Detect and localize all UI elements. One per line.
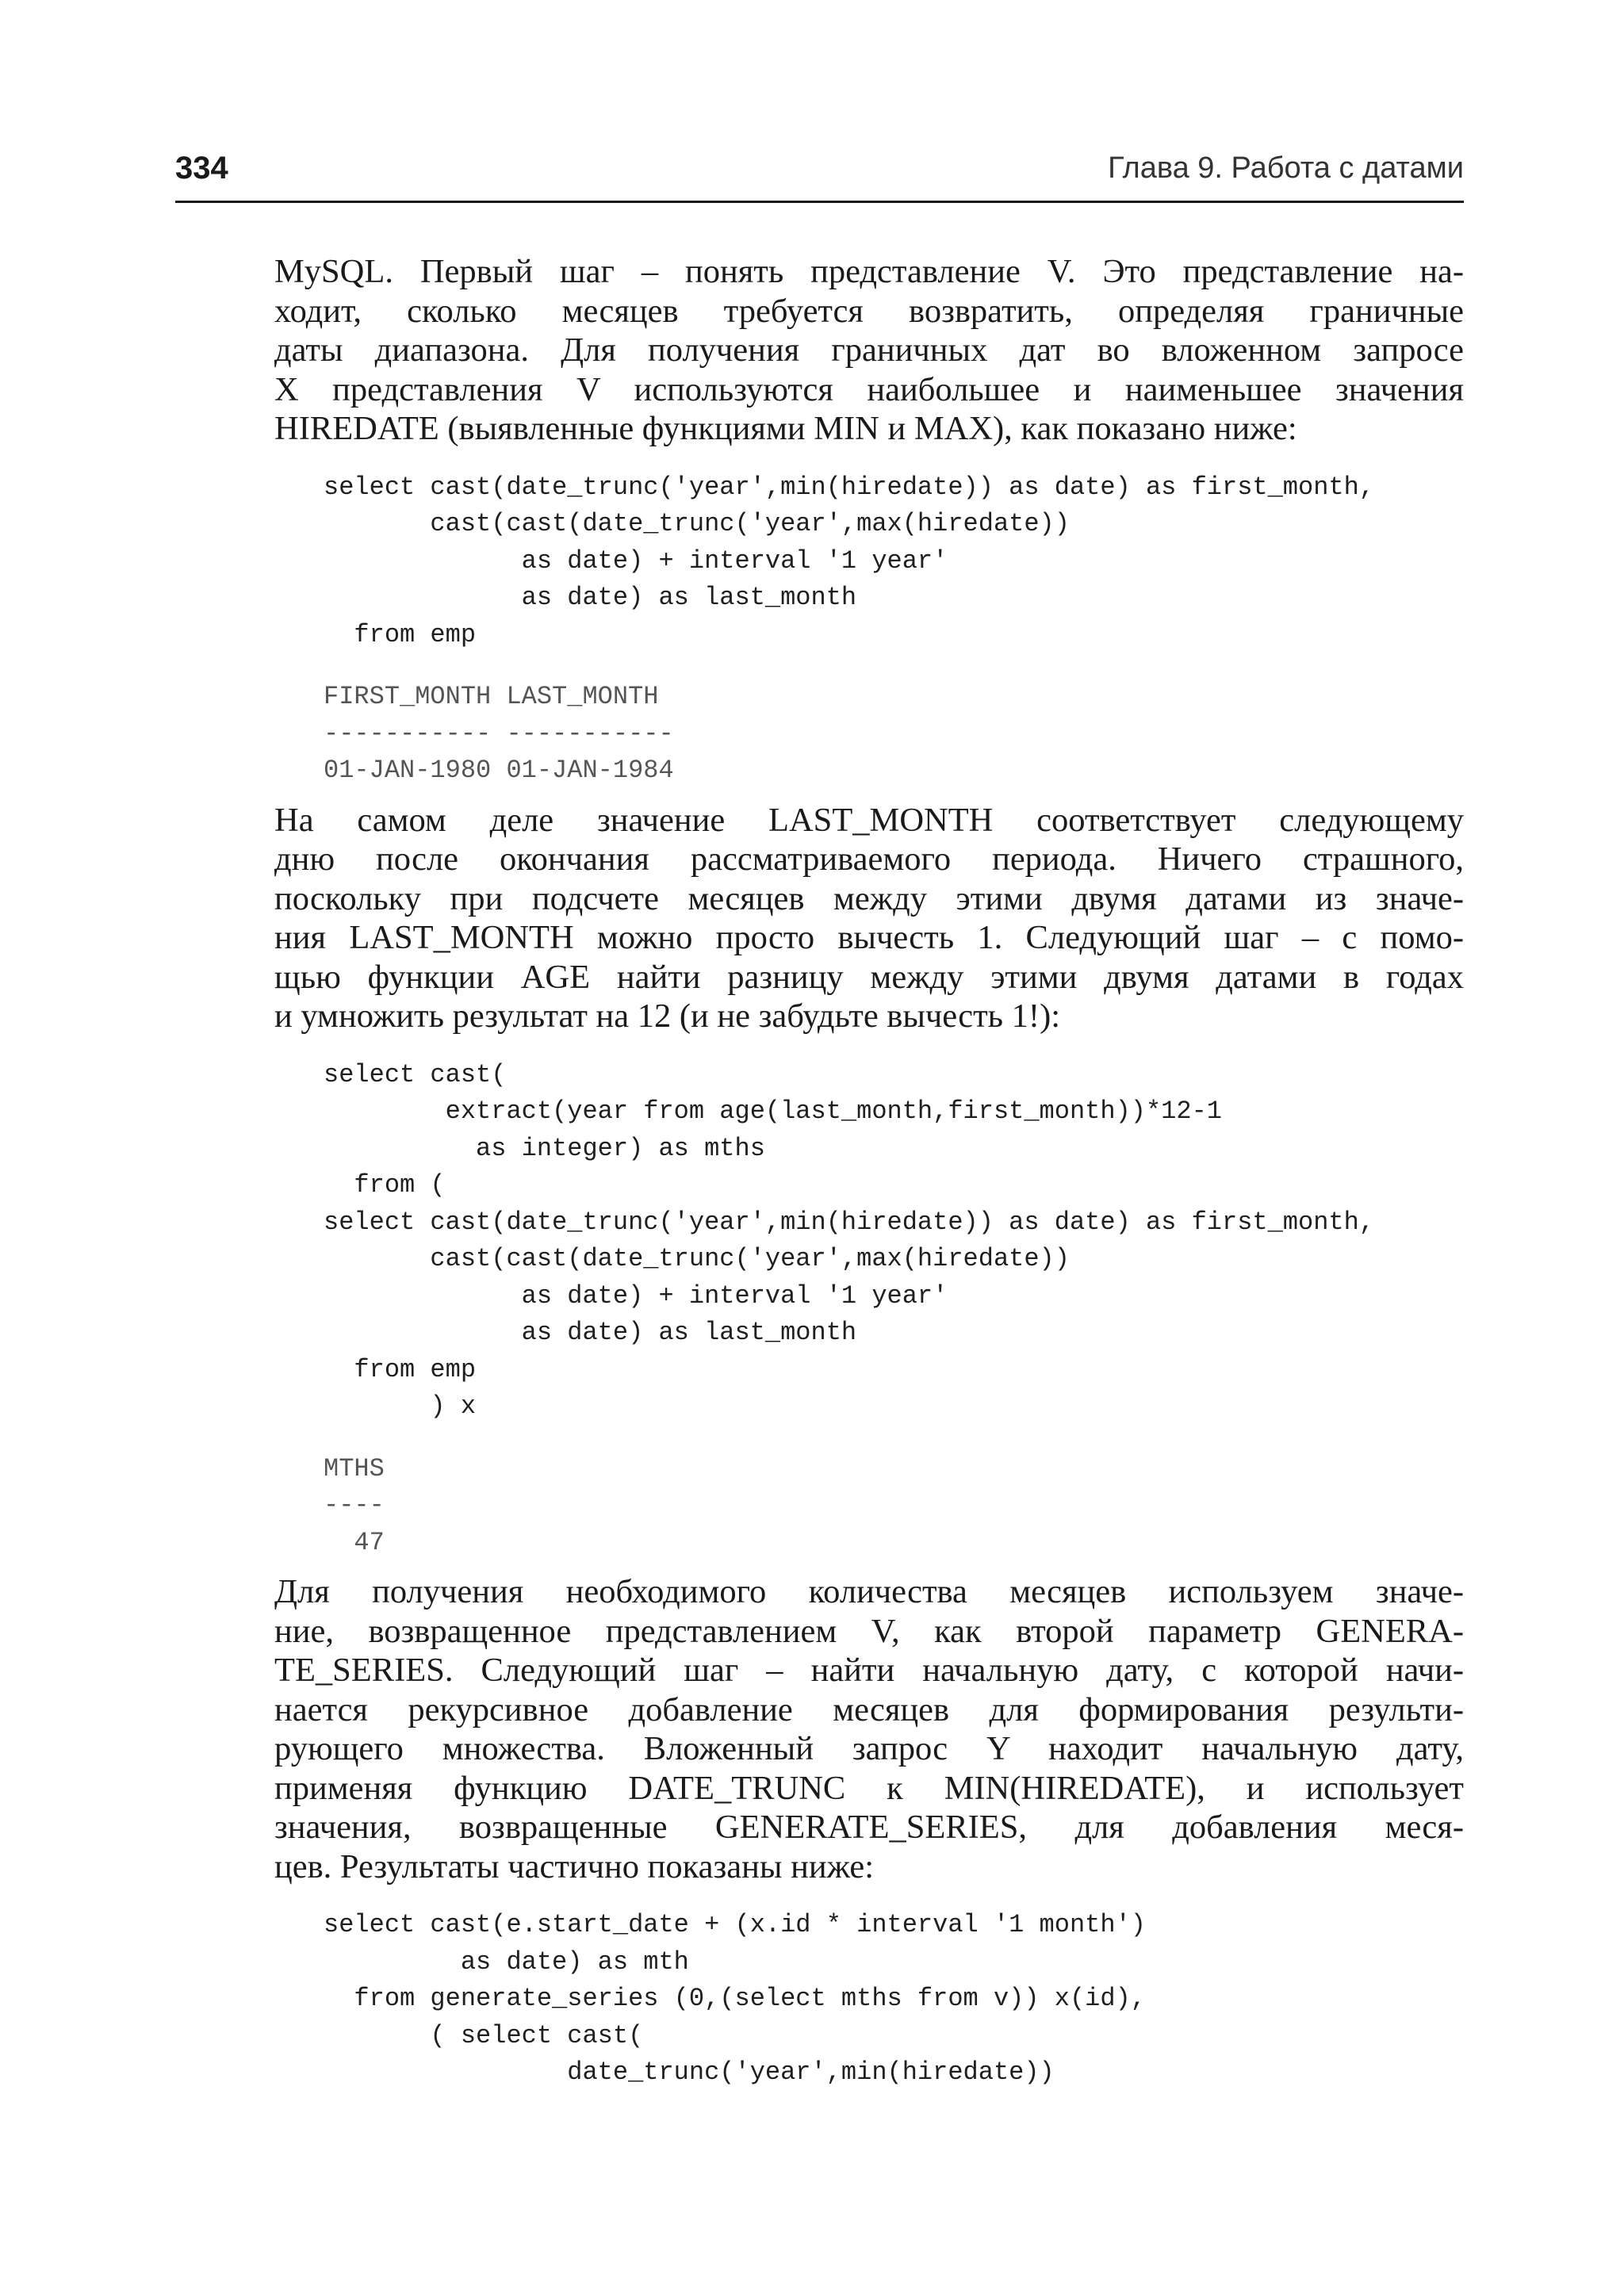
text-line: HIREDATE (выявленные функциями MIN и MAX), как показано ниже: (274, 410, 1297, 447)
text-line: и умножить результат на 12 (и не забудьте вычесть 1!): (274, 997, 1061, 1035)
text-line: даты диапазона. Для получения граничных дат во вложенном запросе (274, 331, 1464, 369)
paragraph-mysql-intro (274, 252, 1464, 449)
paragraph-last-month (274, 801, 1464, 1036)
query-output-months: MTHS ---- 47 (324, 1453, 385, 1557)
page-header (175, 147, 1464, 203)
text-line: MySQL. Первый шаг – понять представление V. Это представление на- (274, 253, 1464, 290)
text-line: X представления V используются наибольшее и наименьшее значения (274, 370, 1464, 408)
query-output-bounds: FIRST_MONTH LAST_MONTH ----------- ----------- 01-JAN-1980 01-JAN-1984 (324, 682, 674, 785)
text-line: поскольку при подсчете месяцев между этими двумя датами из значе- (274, 879, 1464, 917)
code-listing-bounds: select cast(date_trunc('year',min(hiredate)) as date) as first_month, cast(cast(date_trunc('year',max(hiredate)) as date) + interval '1 year' as date) as last_month from emp (324, 472, 1375, 649)
paragraph-generate-series (274, 1572, 1464, 1886)
code-listing-generate-series: select cast(e.start_date + (x.id * interval '1 month') as date) as mth from generate_series (0,(select mths from v)) x(id), ( select cast( date_trunc('year',min(hiredate)) (324, 1910, 1146, 2087)
running-head: Глава 9. Работа с датами (1108, 151, 1464, 185)
text-line: ние, возвращенное представлением V, как второй параметр GENERA- (274, 1612, 1464, 1650)
page-number: 334 (175, 151, 228, 186)
text-line: ходит, сколько месяцев требуется возвратить, определяя граничные (274, 292, 1464, 330)
text-line: ния LAST_MONTH можно просто вычесть 1. Следующий шаг – с помо- (274, 919, 1464, 956)
text-line: щью функции AGE найти разницу между этими двумя датами в годах (274, 958, 1464, 996)
text-line: дню после окончания рассматриваемого периода. Ничего страшного, (274, 840, 1464, 878)
page-content (274, 252, 1464, 2092)
text-line: применяя функцию DATE_TRUNC к MIN(HIREDATE), и использует (274, 1769, 1464, 1807)
text-line: значения, возвращенные GENERATE_SERIES, для добавления меся- (274, 1809, 1464, 1846)
text-line: Для получения необходимого количества месяцев используем значе- (274, 1573, 1464, 1610)
text-line: рующего множества. Вложенный запрос Y находит начальную дату, (274, 1730, 1464, 1767)
code-listing-months: select cast( extract(year from age(last_month,first_month))*12-1 as integer) as mths from ( select cast(date_trunc('year',min(hiredate)) as date) as first_month, cast(cast(date_trunc('year',max(hiredate)) as date) + interval '1 year' as date) as last_month from emp ) x (324, 1059, 1375, 1421)
text-line: TE_SERIES. Следующий шаг – найти начальную дату, с которой начи- (274, 1652, 1464, 1689)
text-line: На самом деле значение LAST_MONTH соответствует следующему (274, 801, 1464, 839)
text-line: нается рекурсивное добавление месяцев для формирования результи- (274, 1690, 1464, 1728)
text-line: цев. Результаты частично показаны ниже: (274, 1847, 875, 1885)
